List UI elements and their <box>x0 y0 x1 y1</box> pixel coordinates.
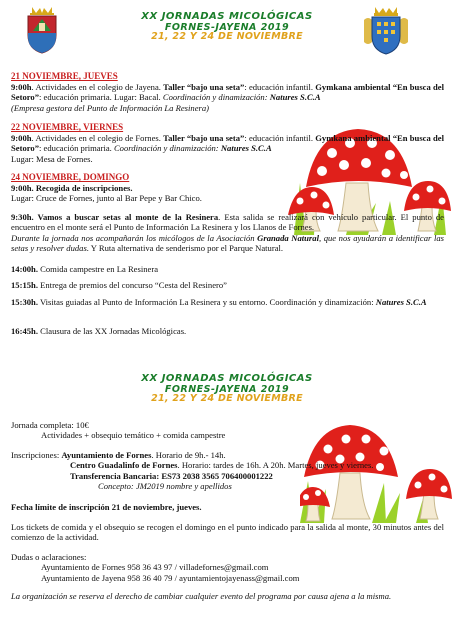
bold-italic-span: Natures S.C.A <box>375 297 427 307</box>
day-thursday-section <box>11 71 444 113</box>
time-label: 14:00h. <box>11 264 38 274</box>
day-sunday-section <box>11 172 444 204</box>
bold-span: Gymkana ambiental “En busca del Setoro” <box>11 132 444 154</box>
info-banner <box>0 374 454 405</box>
text-span: Comida campestre en La Resinera <box>37 264 159 274</box>
day-thursday-text <box>11 82 444 103</box>
bold-span: Taller “bajo una seta” <box>163 132 245 143</box>
deadline <box>11 502 444 512</box>
jornada-price: Jornada completa: 10€ <box>11 420 89 430</box>
time-label: 9:00h <box>11 81 32 92</box>
day-heading: 21 NOVIEMBRE, JUEVES <box>11 71 118 81</box>
bold-span: 9:30h. Vamos a buscar setas al monte de la Resinera <box>11 212 219 222</box>
contact-block <box>11 552 444 583</box>
text-span: . Horario: tardes de 16h. A 20h. Martes, jueves y viernes. <box>177 460 374 471</box>
time-label: 15:30h. <box>11 297 38 307</box>
inscription-label: Inscripciones: <box>11 450 62 460</box>
sunday-schedule-1645 <box>11 326 444 336</box>
text-span: Entrega de premios del concurso “Cesta del Resinero” <box>37 280 227 290</box>
banner-subtitle: FORNES-JAYENA 2019 <box>164 383 290 395</box>
text-span: . Esta salida se realizará con vehículo particular. El punto de encuentro en el monte será el Punto de Información La Resinera y los Llanos de Fornes. <box>11 212 444 233</box>
bold-italic-span: Natures S.C.A <box>220 143 272 154</box>
sunday-line <box>11 233 444 254</box>
italic-span: Durante la jornada nos acompañarán los micólogos de la Asociación <box>11 232 258 243</box>
text-span: Y Ruta alternativa de senderismo por el Parque Natural. <box>88 243 284 254</box>
disclaimer <box>11 591 444 601</box>
italic-span: Coordinación y dinamización: <box>113 143 221 154</box>
sunday-line <box>11 183 444 193</box>
sunday-line <box>11 212 444 233</box>
bold-span: Ayuntamiento de Fornes <box>61 450 152 460</box>
banner-subtitle: FORNES-JAYENA 2019 <box>164 21 290 33</box>
banner-title: XX JORNADAS MICOLÓGICAS <box>141 11 313 22</box>
time-label: 15:15h. <box>11 280 38 290</box>
bold-span: 9:00h. Recogida de inscripciones. <box>11 182 133 193</box>
tickets-note <box>11 522 444 543</box>
day-friday-place: Lugar: Mesa de Fornes. <box>11 153 93 164</box>
text-span: Clausura de las XX Jornadas Micológicas. <box>37 326 187 336</box>
banner-dates: 21, 22 Y 24 DE NOVIEMBRE <box>151 393 303 405</box>
bold-span: Gymkana ambiental “En busca del Setoro” <box>11 81 445 103</box>
text-span: : educación primaria. <box>39 143 114 154</box>
contact-jayena: Ayuntamiento de Jayena 958 36 40 79 / ayuntamientojayenass@gmail.com <box>41 572 300 583</box>
jornada-includes: Actividades + obsequio temático + comida campestre <box>41 430 226 441</box>
bold-italic-span: Granada Natural <box>257 232 319 243</box>
transfer-concept: Concepto: JM2019 nombre y apellidos <box>98 481 232 492</box>
text-span: . Actividades en el colegio de Jayena. <box>31 81 164 92</box>
inscription-block <box>11 450 444 492</box>
text-span: . Horario de 9h.- 14h. <box>151 450 226 460</box>
banner-dates: 21, 22 Y 24 DE NOVIEMBRE <box>151 31 303 43</box>
sunday-schedule-1530 <box>11 297 444 307</box>
text-span: . Actividades en el colegio de Fornes. <box>31 132 164 143</box>
bold-span: Centro Guadalinfo de Fornes <box>70 460 178 471</box>
price-block <box>11 420 444 441</box>
day-heading: 24 NOVIEMBRE, DOMINGO <box>11 172 130 182</box>
bold-italic-span: Natures S.C.A <box>269 92 321 103</box>
sunday-schedule-1515 <box>11 280 444 290</box>
header-banner <box>0 12 454 43</box>
sunday-line: Lugar: Cruce de Fornes, junto al Bar Pepe y Bar Chico. <box>11 193 202 204</box>
text-span: : educación infantil. <box>244 81 316 92</box>
time-label: 9:00h <box>11 132 32 143</box>
day-friday-section <box>11 122 444 164</box>
sunday-schedule-1400 <box>11 264 444 274</box>
italic-span: , que nos ayudarán a identificar las setas y resolver dudas. <box>11 232 444 254</box>
sunday-activity-block <box>11 212 444 254</box>
tickets-text: Los tickets de comida y el obsequio se recogen el domingo en el punto indicado para la salida al monte, 30 minutos antes del comienzo de la actividad. <box>11 522 444 543</box>
time-label: 16:45h. <box>11 326 38 336</box>
day-thursday-note <box>11 103 444 113</box>
text-span: Visitas guiadas al Punto de Información La Resinera y su entorno. Coordinación y dinamización: <box>37 297 376 307</box>
deadline-text: Fecha límite de inscripción 21 de noviembre, jueves. <box>11 502 202 512</box>
text-span: : educación primaria. Lugar: Bacal. <box>39 92 163 103</box>
bold-span: Taller “bajo una seta” <box>163 81 245 92</box>
day-heading: 22 NOVIEMBRE, VIERNES <box>11 122 124 132</box>
text-span: : educación infantil. <box>244 132 316 143</box>
banner-title: XX JORNADAS MICOLÓGICAS <box>141 373 313 384</box>
italic-span: Coordinación y dinamización: <box>162 92 270 103</box>
bank-transfer: Transferencia Bancaria: ES73 2038 3565 706400001222 <box>70 470 273 481</box>
disclaimer-text: La organización se reserva el derecho de cambiar cualquier evento del programa por causa ajena a la misma. <box>11 591 392 601</box>
day-friday-text <box>11 133 444 154</box>
contact-heading: Dudas o aclaraciones: <box>11 552 87 562</box>
contact-fornes: Ayuntamiento de Fornes 958 36 43 97 / villadefornes@gmail.com <box>41 562 269 573</box>
italic-span: (Empresa gestora del Punto de Información La Resinera) <box>11 102 210 113</box>
